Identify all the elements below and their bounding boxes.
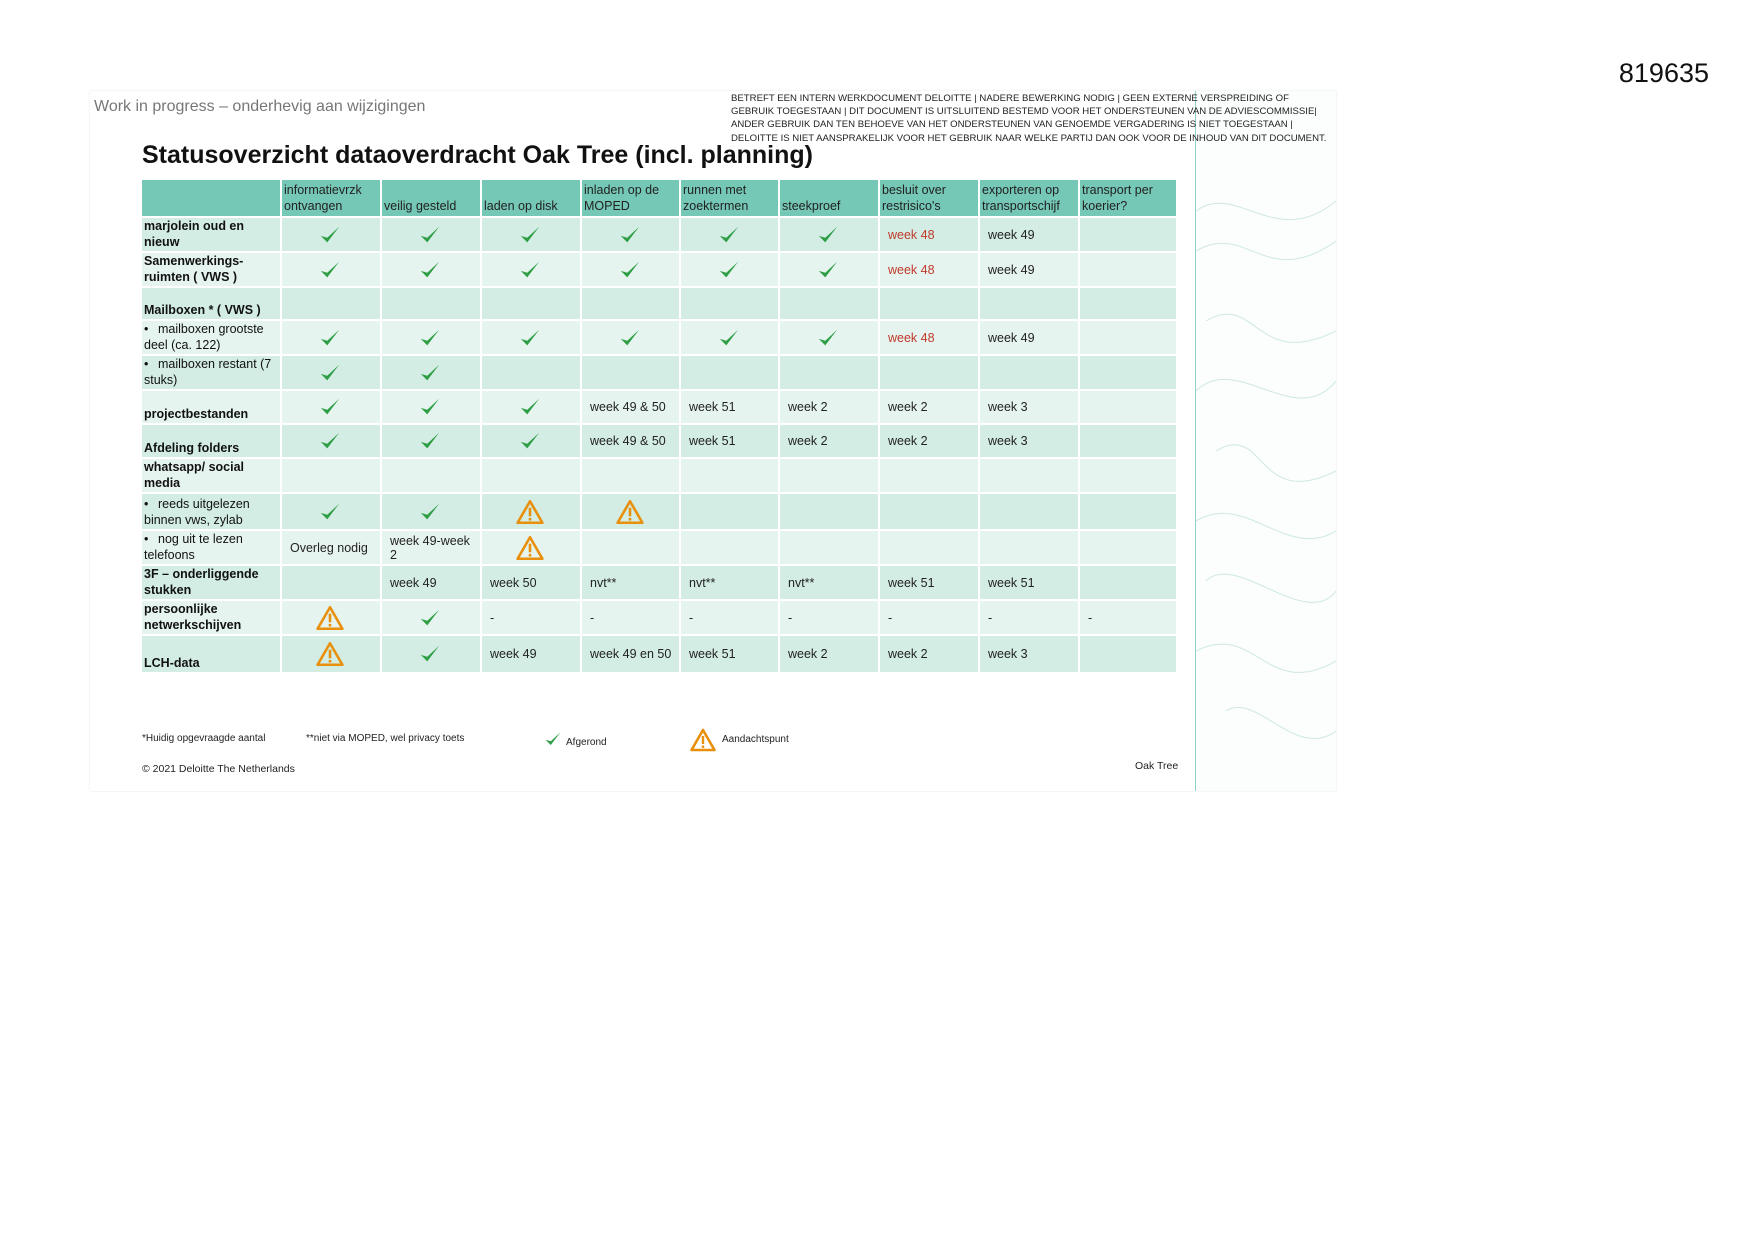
status-cell-text: week 50: [482, 566, 582, 601]
decorative-side-panel: [1195, 91, 1336, 791]
checkmark-icon: [382, 396, 478, 418]
status-cell: [482, 494, 582, 531]
table-row: [142, 601, 1178, 636]
status-cell-text: [282, 288, 382, 321]
warning-triangle-icon: [482, 499, 578, 525]
status-cell-text: week 49: [980, 253, 1080, 288]
warning-triangle-icon: [582, 499, 677, 525]
document-id: 819635: [1618, 58, 1709, 88]
status-cell-text: week 51: [880, 566, 980, 601]
status-cell: [482, 531, 582, 566]
status-cell-text: [1080, 288, 1178, 321]
status-cell-text: week 49 en 50: [582, 636, 681, 674]
status-cell: [382, 253, 482, 288]
checkmark-icon: [382, 362, 478, 384]
status-cell-text: week 48: [880, 321, 980, 356]
status-cell-text: week 2: [880, 636, 980, 674]
status-cell-text: [382, 288, 482, 321]
status-cell-text: [880, 531, 980, 566]
row-label: [142, 494, 282, 531]
status-cell-text: [681, 459, 780, 494]
status-cell: [582, 218, 681, 253]
column-header: inladen op de MOPED: [582, 180, 681, 218]
checkmark-icon: [382, 501, 478, 523]
status-cell: [382, 636, 482, 674]
checkmark-icon: [282, 224, 378, 246]
status-cell: [482, 425, 582, 459]
status-cell-text: week 48: [880, 218, 980, 253]
warning-triangle-icon: [690, 728, 716, 757]
status-cell-text: -: [1080, 601, 1178, 636]
checkmark-icon: [382, 430, 478, 452]
status-cell-text: [582, 356, 681, 391]
status-cell-text: week 49: [382, 566, 482, 601]
status-cell-text: [1080, 566, 1178, 601]
status-cell-text: [1080, 253, 1178, 288]
row-label: marjolein oud en nieuw: [142, 218, 282, 253]
status-cell-text: nvt**: [681, 566, 780, 601]
status-cell-text: [1080, 494, 1178, 531]
checkmark-icon: [582, 327, 677, 349]
status-cell-text: [980, 531, 1080, 566]
column-header: veilig gesteld: [382, 180, 482, 218]
status-cell-text: week 51: [681, 636, 780, 674]
status-cell-text: [1080, 218, 1178, 253]
status-cell: [382, 356, 482, 391]
checkmark-icon: [282, 259, 378, 281]
checkmark-icon: [780, 327, 876, 349]
status-cell-text: [582, 531, 681, 566]
row-label: [142, 321, 282, 356]
status-cell-text: [282, 459, 382, 494]
status-cell-text: [681, 356, 780, 391]
status-cell-text: [980, 459, 1080, 494]
status-cell-text: week 49 & 50: [582, 425, 681, 459]
checkmark-icon: [382, 643, 478, 665]
status-cell: [681, 253, 780, 288]
status-cell: [382, 218, 482, 253]
column-header: exporteren op transportschijf: [980, 180, 1080, 218]
status-cell-text: [482, 288, 582, 321]
table-row: [142, 391, 1178, 425]
column-header: runnen met zoektermen: [681, 180, 780, 218]
table-row: [142, 218, 1178, 253]
status-cell-text: [282, 566, 382, 601]
status-cell-text: week 3: [980, 391, 1080, 425]
footnote-aantal: *Huidig opgevraagde aantal: [142, 733, 266, 744]
status-cell-text: [681, 531, 780, 566]
status-cell-text: [1080, 636, 1178, 674]
row-label-text: reeds uitgelezen binnen vws, zylab: [144, 497, 250, 527]
status-cell: [780, 321, 880, 356]
row-label: projectbestanden: [142, 391, 282, 425]
table-row: [142, 321, 1178, 356]
status-cell: [482, 321, 582, 356]
table-row: [142, 531, 1178, 566]
row-label: whatsapp/ social media: [142, 459, 282, 494]
table-row: [142, 253, 1178, 288]
status-cell-text: [1080, 391, 1178, 425]
status-cell-text: [980, 356, 1080, 391]
checkmark-icon: [544, 730, 562, 753]
status-cell-text: week 3: [980, 636, 1080, 674]
row-label-text: nog uit te lezen telefoons: [144, 532, 243, 562]
status-cell-text: [1080, 321, 1178, 356]
status-cell: [780, 253, 880, 288]
status-cell-text: [880, 288, 980, 321]
status-cell-text: week 51: [681, 425, 780, 459]
bullet: •: [144, 322, 149, 336]
table-row: [142, 288, 1178, 321]
warning-triangle-icon: [282, 605, 378, 631]
row-label: 3F – onderliggende stukken: [142, 566, 282, 601]
status-cell-text: week 49: [980, 321, 1080, 356]
status-cell: [282, 601, 382, 636]
warning-triangle-icon: [482, 535, 578, 561]
status-cell-text: [681, 494, 780, 531]
status-cell: [482, 391, 582, 425]
row-label-text: mailboxen restant (7 stuks): [144, 357, 272, 387]
checkmark-icon: [282, 501, 378, 523]
legend-done-label: Afgerond: [566, 737, 607, 748]
row-label: Samenwerkings-ruimten ( VWS ): [142, 253, 282, 288]
status-cell-text: [780, 356, 880, 391]
status-cell-text: [780, 531, 880, 566]
status-cell-text: week 2: [780, 425, 880, 459]
status-cell-text: week 48: [880, 253, 980, 288]
checkmark-icon: [282, 396, 378, 418]
status-cell-text: [780, 459, 880, 494]
row-label: [142, 531, 282, 566]
copyright: © 2021 Deloitte The Netherlands: [142, 763, 295, 775]
status-cell-text: -: [582, 601, 681, 636]
status-cell-text: week 2: [880, 391, 980, 425]
checkmark-icon: [282, 362, 378, 384]
status-cell-text: [980, 494, 1080, 531]
status-cell-text: Overleg nodig: [282, 531, 382, 566]
status-cell: [282, 494, 382, 531]
status-cell: [482, 253, 582, 288]
status-cell-text: [582, 288, 681, 321]
checkmark-icon: [382, 327, 478, 349]
checkmark-icon: [382, 607, 478, 629]
status-cell: [382, 321, 482, 356]
table-header-corner: [142, 180, 282, 218]
status-cell-text: [382, 459, 482, 494]
status-cell-text: [980, 288, 1080, 321]
row-label: LCH-data: [142, 636, 282, 674]
column-header: informatievrzk ontvangen: [282, 180, 382, 218]
checkmark-icon: [282, 327, 378, 349]
status-cell-text: -: [482, 601, 582, 636]
status-cell: [482, 218, 582, 253]
status-cell-text: week 49: [980, 218, 1080, 253]
checkmark-icon: [780, 224, 876, 246]
row-label: Mailboxen * ( VWS ): [142, 288, 282, 321]
status-cell-text: -: [780, 601, 880, 636]
status-cell-text: nvt**: [582, 566, 681, 601]
confidentiality-disclaimer: BETREFT EEN INTERN WERKDOCUMENT DELOITTE | NADERE BEWERKING NODIG | GEEN EXTERNE VERSPREIDING OF GEBRUIK TOEGESTAAN | DIT DOCUMENT IS UITSLUITEND BESTEMD VOOR HET ONDERSTEUNEN VAN DE ADVIESCOMMISSIE| ANDER GEBRUIK DAN TEN BEHOEVE VAN HET ONDERSTEUNEN VAN GENOEMDE VERGADERING IS NIET TOEGESTAAN | DELOITTE IS NIET AANSPRAKELIJK VOOR HET GEBRUIK NAAR WELKE PARTIJ DAN OOK VOOR DE INHOUD VAN DIT DOCUMENT.: [731, 93, 1327, 144]
slide-title: Statusoverzicht dataoverdracht Oak Tree (incl. planning): [142, 141, 813, 169]
row-label-text: mailboxen grootste deel (ca. 122): [144, 322, 264, 352]
column-header: laden op disk: [482, 180, 582, 218]
checkmark-icon: [482, 327, 578, 349]
status-cell-text: [482, 459, 582, 494]
checkmark-icon: [681, 327, 776, 349]
legend: [142, 728, 1178, 758]
status-cell-text: week 2: [780, 391, 880, 425]
checkmark-icon: [780, 259, 876, 281]
status-cell: [582, 321, 681, 356]
status-cell-text: week 51: [681, 391, 780, 425]
status-cell-text: week 3: [980, 425, 1080, 459]
status-cell: [582, 494, 681, 531]
checkmark-icon: [482, 396, 578, 418]
status-cell-text: week 49: [482, 636, 582, 674]
checkmark-icon: [582, 259, 677, 281]
status-cell: [780, 218, 880, 253]
status-cell-text: week 49-week 2: [382, 531, 482, 566]
checkmark-icon: [482, 430, 578, 452]
row-label: [142, 356, 282, 391]
row-label: Afdeling folders: [142, 425, 282, 459]
status-table: [142, 180, 1178, 674]
table-row: [142, 566, 1178, 601]
status-cell-text: week 49 & 50: [582, 391, 681, 425]
project-name: Oak Tree: [1135, 760, 1179, 772]
table-row: [142, 356, 1178, 391]
status-cell-text: week 51: [980, 566, 1080, 601]
status-cell: [282, 636, 382, 674]
column-header: transport per koerier?: [1080, 180, 1178, 218]
status-cell: [382, 494, 482, 531]
status-cell: [582, 253, 681, 288]
bullet: •: [144, 497, 149, 511]
slide: [90, 91, 1336, 791]
checkmark-icon: [382, 259, 478, 281]
status-cell-text: -: [681, 601, 780, 636]
footnote-moped: **niet via MOPED, wel privacy toets: [306, 733, 465, 744]
status-cell-text: [880, 459, 980, 494]
checkmark-icon: [282, 430, 378, 452]
status-cell-text: [681, 288, 780, 321]
status-cell: [382, 391, 482, 425]
status-cell: [382, 425, 482, 459]
checkmark-icon: [582, 224, 677, 246]
checkmark-icon: [482, 259, 578, 281]
status-cell-text: [1080, 356, 1178, 391]
bullet: •: [144, 532, 149, 546]
status-cell: [282, 391, 382, 425]
status-cell-text: [482, 356, 582, 391]
status-cell: [282, 321, 382, 356]
status-cell: [282, 425, 382, 459]
warning-triangle-icon: [282, 641, 378, 667]
column-header: steekproef: [780, 180, 880, 218]
checkmark-icon: [681, 259, 776, 281]
bullet: •: [144, 357, 149, 371]
status-cell-text: [780, 288, 880, 321]
table-header-row: [142, 180, 1178, 218]
status-cell-text: -: [880, 601, 980, 636]
row-label: persoonlijke netwerkschijven: [142, 601, 282, 636]
status-cell-text: [880, 494, 980, 531]
status-cell-text: week 2: [780, 636, 880, 674]
status-cell-text: nvt**: [780, 566, 880, 601]
table-row: [142, 494, 1178, 531]
checkmark-icon: [382, 224, 478, 246]
legend-attention-label: Aandachtspunt: [722, 734, 789, 745]
work-in-progress-note: Work in progress – onderhevig aan wijzigingen: [94, 98, 426, 115]
status-cell-text: [880, 356, 980, 391]
status-cell-text: [1080, 459, 1178, 494]
status-cell: [681, 218, 780, 253]
checkmark-icon: [681, 224, 776, 246]
status-cell-text: week 2: [880, 425, 980, 459]
status-cell: [282, 356, 382, 391]
status-cell-text: -: [980, 601, 1080, 636]
table-row: [142, 636, 1178, 674]
status-cell-text: [1080, 531, 1178, 566]
status-cell-text: [780, 494, 880, 531]
checkmark-icon: [482, 224, 578, 246]
table-row: [142, 425, 1178, 459]
status-cell: [282, 218, 382, 253]
status-cell-text: [582, 459, 681, 494]
status-cell-text: [1080, 425, 1178, 459]
status-cell: [382, 601, 482, 636]
column-header: besluit over restrisico's: [880, 180, 980, 218]
table-row: [142, 459, 1178, 494]
status-cell: [282, 253, 382, 288]
status-cell: [681, 321, 780, 356]
